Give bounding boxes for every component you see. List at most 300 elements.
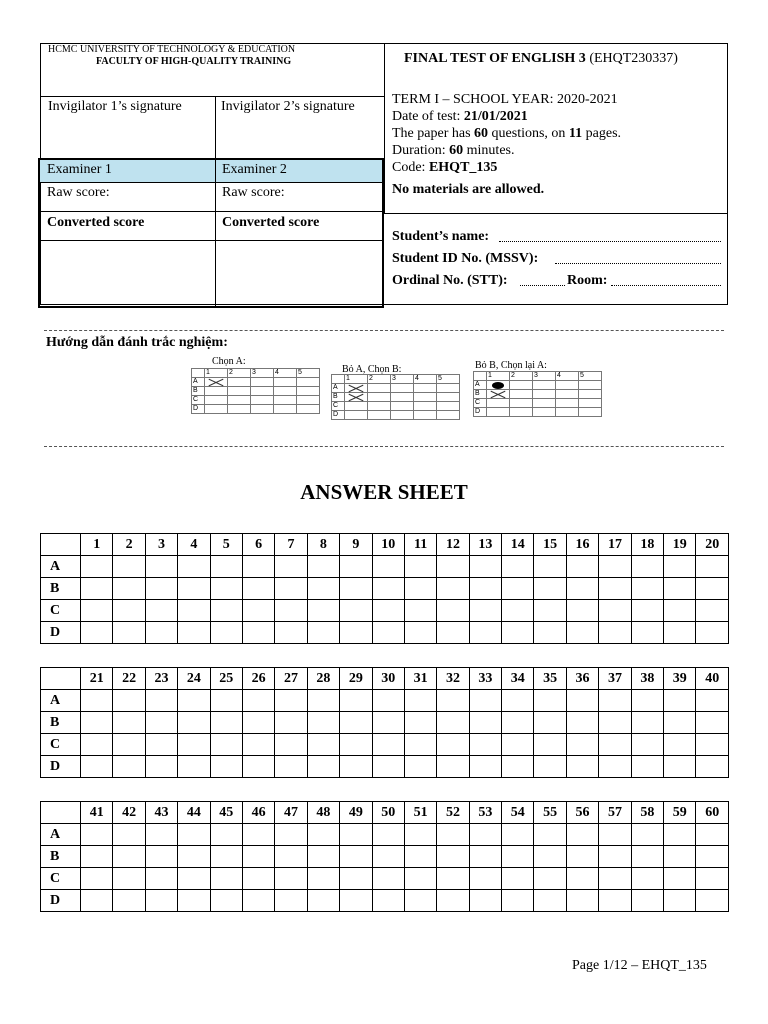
- room-field[interactable]: [611, 285, 721, 286]
- question-number: 60: [696, 802, 729, 824]
- answer-cell-q34-d[interactable]: [502, 756, 534, 778]
- answer-cell-q60-c[interactable]: [696, 868, 729, 890]
- answer-cell-q23-c[interactable]: [145, 734, 177, 756]
- answer-cell-q59-d[interactable]: [664, 890, 696, 912]
- option-label: A: [41, 556, 81, 578]
- answer-cell-q45-d[interactable]: [210, 890, 242, 912]
- question-number: 55: [534, 802, 566, 824]
- answer-cell-q6-b[interactable]: [242, 578, 274, 600]
- option-label: C: [41, 600, 81, 622]
- answer-cell-q47-b[interactable]: [275, 846, 307, 868]
- mini-cell: [510, 381, 533, 390]
- answer-cell-q48-b[interactable]: [307, 846, 339, 868]
- answer-cell-q30-d[interactable]: [372, 756, 404, 778]
- answer-row-b: [41, 712, 729, 734]
- raw-score-1-label: Raw score:: [47, 185, 110, 200]
- answer-cell-q2-c[interactable]: [113, 600, 145, 622]
- answer-cell-q38-a[interactable]: [631, 690, 663, 712]
- answer-cell-q52-d[interactable]: [437, 890, 469, 912]
- question-number: 20: [696, 534, 729, 556]
- answer-cell-q14-c[interactable]: [502, 600, 534, 622]
- answer-cell-q48-a[interactable]: [307, 824, 339, 846]
- answer-cell-q28-c[interactable]: [307, 734, 339, 756]
- answer-cell-q31-b[interactable]: [404, 712, 436, 734]
- mini-cell: [510, 399, 533, 408]
- question-number: 42: [113, 802, 145, 824]
- answer-cell-q9-c[interactable]: [340, 600, 372, 622]
- header-divider: [384, 43, 385, 213]
- answer-cell-q48-c[interactable]: [307, 868, 339, 890]
- answer-cell-q54-d[interactable]: [502, 890, 534, 912]
- answer-cell-q20-a[interactable]: [696, 556, 729, 578]
- mini-col-label: 3: [391, 375, 414, 384]
- answer-cell-q6-d[interactable]: [242, 622, 274, 644]
- question-number: 18: [631, 534, 663, 556]
- answer-cell-q28-b[interactable]: [307, 712, 339, 734]
- student-id-field[interactable]: [555, 263, 721, 264]
- answer-cell-q46-c[interactable]: [242, 868, 274, 890]
- answer-cell-q36-a[interactable]: [566, 690, 598, 712]
- answer-cell-q11-b[interactable]: [404, 578, 436, 600]
- answer-cell-q35-c[interactable]: [534, 734, 566, 756]
- answer-cell-q49-a[interactable]: [340, 824, 372, 846]
- question-number: 1: [81, 534, 113, 556]
- answer-cell-q52-c[interactable]: [437, 868, 469, 890]
- answer-cell-q38-c[interactable]: [631, 734, 663, 756]
- answer-cell-q26-b[interactable]: [242, 712, 274, 734]
- answer-cell-q37-d[interactable]: [599, 756, 631, 778]
- answer-cell-q40-a[interactable]: [696, 690, 729, 712]
- student-name-field[interactable]: [499, 241, 721, 242]
- answer-cell-q1-d[interactable]: [81, 622, 113, 644]
- answer-cell-q16-c[interactable]: [566, 600, 598, 622]
- answer-cell-q54-a[interactable]: [502, 824, 534, 846]
- answer-cell-q5-c[interactable]: [210, 600, 242, 622]
- answer-cell-q7-b[interactable]: [275, 578, 307, 600]
- question-number: 52: [437, 802, 469, 824]
- answer-cell-q36-d[interactable]: [566, 756, 598, 778]
- answer-cell-q56-c[interactable]: [566, 868, 598, 890]
- answer-cell-q41-d[interactable]: [81, 890, 113, 912]
- answer-cell-q15-a[interactable]: [534, 556, 566, 578]
- answer-cell-q35-d[interactable]: [534, 756, 566, 778]
- answer-cell-q12-d[interactable]: [437, 622, 469, 644]
- mini-cell: [414, 411, 437, 420]
- answer-cell-q42-a[interactable]: [113, 824, 145, 846]
- example-2-caption: Bỏ A, Chọn B:: [342, 364, 402, 375]
- mini-corner: [332, 375, 345, 384]
- answer-cell-q24-b[interactable]: [178, 712, 210, 734]
- answer-cell-q13-c[interactable]: [469, 600, 501, 622]
- answer-cell-q59-c[interactable]: [664, 868, 696, 890]
- answer-cell-q23-b[interactable]: [145, 712, 177, 734]
- answer-cell-q52-b[interactable]: [437, 846, 469, 868]
- answer-cell-q18-a[interactable]: [631, 556, 663, 578]
- answer-cell-q3-d[interactable]: [145, 622, 177, 644]
- question-number: 45: [210, 802, 242, 824]
- answer-cell-q5-a[interactable]: [210, 556, 242, 578]
- answer-row-d: [41, 756, 729, 778]
- answer-cell-q40-b[interactable]: [696, 712, 729, 734]
- answer-cell-q34-b[interactable]: [502, 712, 534, 734]
- answer-cell-q16-d[interactable]: [566, 622, 598, 644]
- answer-cell-q16-b[interactable]: [566, 578, 598, 600]
- answer-cell-q30-a[interactable]: [372, 690, 404, 712]
- answer-cell-q2-b[interactable]: [113, 578, 145, 600]
- answer-cell-q14-b[interactable]: [502, 578, 534, 600]
- answer-cell-q51-d[interactable]: [404, 890, 436, 912]
- answer-cell-q25-d[interactable]: [210, 756, 242, 778]
- mini-cell: [274, 378, 297, 387]
- answer-cell-q36-c[interactable]: [566, 734, 598, 756]
- answer-cell-q25-a[interactable]: [210, 690, 242, 712]
- answer-cell-q7-d[interactable]: [275, 622, 307, 644]
- answer-cell-q21-a[interactable]: [81, 690, 113, 712]
- answer-cell-q50-c[interactable]: [372, 868, 404, 890]
- question-number: 2: [113, 534, 145, 556]
- answer-cell-q36-b[interactable]: [566, 712, 598, 734]
- answer-cell-q25-b[interactable]: [210, 712, 242, 734]
- answer-cell-q56-a[interactable]: [566, 824, 598, 846]
- answer-cell-q40-c[interactable]: [696, 734, 729, 756]
- answer-cell-q9-d[interactable]: [340, 622, 372, 644]
- answer-cell-q26-a[interactable]: [242, 690, 274, 712]
- answer-cell-q10-a[interactable]: [372, 556, 404, 578]
- answer-cell-q33-b[interactable]: [469, 712, 501, 734]
- answer-cell-q6-c[interactable]: [242, 600, 274, 622]
- answer-cell-q7-a[interactable]: [275, 556, 307, 578]
- answer-cell-q43-a[interactable]: [145, 824, 177, 846]
- answer-cell-q19-d[interactable]: [664, 622, 696, 644]
- answer-cell-q46-b[interactable]: [242, 846, 274, 868]
- answer-cell-q55-d[interactable]: [534, 890, 566, 912]
- answer-cell-q47-c[interactable]: [275, 868, 307, 890]
- answer-cell-q37-b[interactable]: [599, 712, 631, 734]
- question-number: 58: [631, 802, 663, 824]
- answer-cell-q58-d[interactable]: [631, 890, 663, 912]
- answer-cell-q33-c[interactable]: [469, 734, 501, 756]
- answer-cell-q26-c[interactable]: [242, 734, 274, 756]
- answer-cell-q29-a[interactable]: [340, 690, 372, 712]
- answer-cell-q42-b[interactable]: [113, 846, 145, 868]
- answer-cell-q58-b[interactable]: [631, 846, 663, 868]
- answer-cell-q39-c[interactable]: [664, 734, 696, 756]
- answer-cell-q56-b[interactable]: [566, 846, 598, 868]
- answer-cell-q53-d[interactable]: [469, 890, 501, 912]
- answer-cell-q17-d[interactable]: [599, 622, 631, 644]
- answer-cell-q1-c[interactable]: [81, 600, 113, 622]
- answer-cell-q11-c[interactable]: [404, 600, 436, 622]
- answer-cell-q12-c[interactable]: [437, 600, 469, 622]
- answer-row-d: [41, 890, 729, 912]
- cross-mark-icon: [345, 393, 368, 402]
- question-number: 36: [566, 668, 598, 690]
- answer-cell-q55-a[interactable]: [534, 824, 566, 846]
- answer-grid-block-3: [40, 801, 729, 912]
- answer-cell-q19-c[interactable]: [664, 600, 696, 622]
- answer-cell-q17-c[interactable]: [599, 600, 631, 622]
- answer-cell-q20-d[interactable]: [696, 622, 729, 644]
- answer-cell-q39-d[interactable]: [664, 756, 696, 778]
- answer-cell-q4-d[interactable]: [178, 622, 210, 644]
- mini-row-label: A: [192, 378, 205, 387]
- answer-cell-q30-c[interactable]: [372, 734, 404, 756]
- answer-cell-q27-a[interactable]: [275, 690, 307, 712]
- answer-cell-q22-b[interactable]: [113, 712, 145, 734]
- answer-cell-q3-a[interactable]: [145, 556, 177, 578]
- answer-cell-q49-c[interactable]: [340, 868, 372, 890]
- answer-cell-q5-d[interactable]: [210, 622, 242, 644]
- answer-cell-q38-b[interactable]: [631, 712, 663, 734]
- answer-cell-q27-c[interactable]: [275, 734, 307, 756]
- mini-cell: [205, 396, 228, 405]
- mini-cell: [274, 405, 297, 414]
- answer-cell-q24-c[interactable]: [178, 734, 210, 756]
- mini-cell: [251, 378, 274, 387]
- answer-cell-q18-d[interactable]: [631, 622, 663, 644]
- answer-cell-q16-a[interactable]: [566, 556, 598, 578]
- answer-cell-q35-a[interactable]: [534, 690, 566, 712]
- answer-cell-q35-b[interactable]: [534, 712, 566, 734]
- answer-cell-q17-a[interactable]: [599, 556, 631, 578]
- answer-cell-q24-a[interactable]: [178, 690, 210, 712]
- answer-cell-q26-d[interactable]: [242, 756, 274, 778]
- question-number: 27: [275, 668, 307, 690]
- ordinal-field[interactable]: [520, 285, 565, 286]
- answer-cell-q13-d[interactable]: [469, 622, 501, 644]
- answer-cell-q10-d[interactable]: [372, 622, 404, 644]
- answer-cell-q31-a[interactable]: [404, 690, 436, 712]
- question-number: 56: [566, 802, 598, 824]
- answer-cell-q30-b[interactable]: [372, 712, 404, 734]
- mini-cell: [487, 381, 510, 390]
- answer-cell-q37-a[interactable]: [599, 690, 631, 712]
- answer-cell-q27-b[interactable]: [275, 712, 307, 734]
- mini-row-label: D: [474, 408, 487, 417]
- answer-cell-q18-b[interactable]: [631, 578, 663, 600]
- answer-cell-q4-b[interactable]: [178, 578, 210, 600]
- answer-cell-q12-a[interactable]: [437, 556, 469, 578]
- answer-cell-q28-d[interactable]: [307, 756, 339, 778]
- answer-cell-q9-b[interactable]: [340, 578, 372, 600]
- answer-cell-q41-b[interactable]: [81, 846, 113, 868]
- answer-cell-q10-c[interactable]: [372, 600, 404, 622]
- answer-cell-q27-d[interactable]: [275, 756, 307, 778]
- answer-cell-q43-d[interactable]: [145, 890, 177, 912]
- question-number: 31: [404, 668, 436, 690]
- answer-cell-q59-a[interactable]: [664, 824, 696, 846]
- answer-cell-q24-d[interactable]: [178, 756, 210, 778]
- answer-cell-q43-b[interactable]: [145, 846, 177, 868]
- answer-cell-q2-d[interactable]: [113, 622, 145, 644]
- answer-cell-q55-c[interactable]: [534, 868, 566, 890]
- answer-cell-q57-c[interactable]: [599, 868, 631, 890]
- answer-cell-q54-b[interactable]: [502, 846, 534, 868]
- answer-cell-q45-c[interactable]: [210, 868, 242, 890]
- answer-cell-q56-d[interactable]: [566, 890, 598, 912]
- answer-cell-q48-d[interactable]: [307, 890, 339, 912]
- answer-cell-q31-c[interactable]: [404, 734, 436, 756]
- answer-cell-q57-b[interactable]: [599, 846, 631, 868]
- answer-cell-q3-c[interactable]: [145, 600, 177, 622]
- answer-cell-q49-d[interactable]: [340, 890, 372, 912]
- answer-cell-q43-c[interactable]: [145, 868, 177, 890]
- answer-cell-q51-a[interactable]: [404, 824, 436, 846]
- answer-cell-q21-c[interactable]: [81, 734, 113, 756]
- answer-cell-q22-a[interactable]: [113, 690, 145, 712]
- answer-cell-q46-d[interactable]: [242, 890, 274, 912]
- question-number: 26: [242, 668, 274, 690]
- answer-cell-q44-d[interactable]: [178, 890, 210, 912]
- answer-cell-q32-a[interactable]: [437, 690, 469, 712]
- answer-cell-q15-d[interactable]: [534, 622, 566, 644]
- answer-cell-q8-b[interactable]: [307, 578, 339, 600]
- answer-cell-q20-b[interactable]: [696, 578, 729, 600]
- answer-cell-q8-a[interactable]: [307, 556, 339, 578]
- answer-cell-q47-a[interactable]: [275, 824, 307, 846]
- test-title: FINAL TEST OF ENGLISH 3: [404, 51, 586, 66]
- answer-cell-q41-a[interactable]: [81, 824, 113, 846]
- answer-cell-q55-b[interactable]: [534, 846, 566, 868]
- answer-cell-q6-a[interactable]: [242, 556, 274, 578]
- cross-mark-icon: [345, 384, 368, 393]
- mini-row-label: C: [474, 399, 487, 408]
- answer-cell-q8-c[interactable]: [307, 600, 339, 622]
- answer-cell-q37-c[interactable]: [599, 734, 631, 756]
- mini-cell: [274, 387, 297, 396]
- answer-cell-q34-c[interactable]: [502, 734, 534, 756]
- answer-cell-q15-b[interactable]: [534, 578, 566, 600]
- answer-cell-q59-b[interactable]: [664, 846, 696, 868]
- answer-cell-q21-b[interactable]: [81, 712, 113, 734]
- answer-cell-q31-d[interactable]: [404, 756, 436, 778]
- answer-cell-q4-a[interactable]: [178, 556, 210, 578]
- answer-cell-q42-d[interactable]: [113, 890, 145, 912]
- mini-cell: [368, 384, 391, 393]
- answer-cell-q45-a[interactable]: [210, 824, 242, 846]
- question-number: 16: [566, 534, 598, 556]
- answer-cell-q4-c[interactable]: [178, 600, 210, 622]
- answer-cell-q42-c[interactable]: [113, 868, 145, 890]
- mini-col-label: 5: [579, 372, 602, 381]
- answer-cell-q10-b[interactable]: [372, 578, 404, 600]
- examiner-score-frame: [38, 158, 384, 308]
- answer-cell-q51-c[interactable]: [404, 868, 436, 890]
- question-number: 30: [372, 668, 404, 690]
- answer-cell-q33-a[interactable]: [469, 690, 501, 712]
- answer-cell-q57-a[interactable]: [599, 824, 631, 846]
- answer-cell-q5-b[interactable]: [210, 578, 242, 600]
- answer-cell-q39-a[interactable]: [664, 690, 696, 712]
- answer-cell-q34-a[interactable]: [502, 690, 534, 712]
- answer-cell-q57-d[interactable]: [599, 890, 631, 912]
- answer-cell-q22-d[interactable]: [113, 756, 145, 778]
- answer-cell-q60-a[interactable]: [696, 824, 729, 846]
- code-line: [392, 160, 497, 176]
- answer-cell-q50-d[interactable]: [372, 890, 404, 912]
- answer-cell-q20-c[interactable]: [696, 600, 729, 622]
- answer-cell-q32-d[interactable]: [437, 756, 469, 778]
- answer-cell-q53-a[interactable]: [469, 824, 501, 846]
- answer-cell-q49-b[interactable]: [340, 846, 372, 868]
- answer-cell-q14-d[interactable]: [502, 622, 534, 644]
- answer-cell-q29-c[interactable]: [340, 734, 372, 756]
- mini-cell: [391, 393, 414, 402]
- answer-cell-q15-c[interactable]: [534, 600, 566, 622]
- answer-cell-q17-b[interactable]: [599, 578, 631, 600]
- answer-cell-q53-b[interactable]: [469, 846, 501, 868]
- answer-cell-q44-b[interactable]: [178, 846, 210, 868]
- answer-cell-q2-a[interactable]: [113, 556, 145, 578]
- answer-cell-q50-a[interactable]: [372, 824, 404, 846]
- answer-cell-q51-b[interactable]: [404, 846, 436, 868]
- answer-cell-q23-d[interactable]: [145, 756, 177, 778]
- answer-cell-q47-d[interactable]: [275, 890, 307, 912]
- pages-line: [392, 126, 621, 142]
- answer-cell-q50-b[interactable]: [372, 846, 404, 868]
- answer-cell-q38-d[interactable]: [631, 756, 663, 778]
- answer-cell-q25-c[interactable]: [210, 734, 242, 756]
- answer-cell-q53-c[interactable]: [469, 868, 501, 890]
- answer-cell-q13-b[interactable]: [469, 578, 501, 600]
- answer-cell-q41-c[interactable]: [81, 868, 113, 890]
- answer-cell-q32-b[interactable]: [437, 712, 469, 734]
- answer-cell-q18-c[interactable]: [631, 600, 663, 622]
- answer-cell-q29-b[interactable]: [340, 712, 372, 734]
- answer-cell-q7-c[interactable]: [275, 600, 307, 622]
- answer-cell-q60-d[interactable]: [696, 890, 729, 912]
- answer-cell-q1-b[interactable]: [81, 578, 113, 600]
- answer-cell-q39-b[interactable]: [664, 712, 696, 734]
- answer-cell-q22-c[interactable]: [113, 734, 145, 756]
- answer-row-a: [41, 690, 729, 712]
- answer-cell-q40-d[interactable]: [696, 756, 729, 778]
- answer-cell-q3-b[interactable]: [145, 578, 177, 600]
- mini-cell: [414, 393, 437, 402]
- answer-cell-q44-a[interactable]: [178, 824, 210, 846]
- mini-row-label: D: [332, 411, 345, 420]
- answer-cell-q60-b[interactable]: [696, 846, 729, 868]
- answer-cell-q32-c[interactable]: [437, 734, 469, 756]
- answer-cell-q45-b[interactable]: [210, 846, 242, 868]
- answer-cell-q58-a[interactable]: [631, 824, 663, 846]
- answer-cell-q8-d[interactable]: [307, 622, 339, 644]
- answer-cell-q23-a[interactable]: [145, 690, 177, 712]
- answer-cell-q11-a[interactable]: [404, 556, 436, 578]
- answer-cell-q33-d[interactable]: [469, 756, 501, 778]
- mini-cell: [579, 408, 602, 417]
- question-number: 11: [404, 534, 436, 556]
- answer-cell-q29-d[interactable]: [340, 756, 372, 778]
- answer-cell-q54-c[interactable]: [502, 868, 534, 890]
- answer-cell-q9-a[interactable]: [340, 556, 372, 578]
- answer-cell-q52-a[interactable]: [437, 824, 469, 846]
- answer-cell-q1-a[interactable]: [81, 556, 113, 578]
- answer-cell-q12-b[interactable]: [437, 578, 469, 600]
- answer-cell-q58-c[interactable]: [631, 868, 663, 890]
- answer-cell-q19-a[interactable]: [664, 556, 696, 578]
- answer-cell-q28-a[interactable]: [307, 690, 339, 712]
- answer-cell-q46-a[interactable]: [242, 824, 274, 846]
- answer-cell-q19-b[interactable]: [664, 578, 696, 600]
- answer-cell-q13-a[interactable]: [469, 556, 501, 578]
- course-code: (EHQT230337): [589, 51, 678, 66]
- answer-cell-q11-d[interactable]: [404, 622, 436, 644]
- answer-cell-q14-a[interactable]: [502, 556, 534, 578]
- question-number: 4: [178, 534, 210, 556]
- answer-cell-q21-d[interactable]: [81, 756, 113, 778]
- answer-cell-q44-c[interactable]: [178, 868, 210, 890]
